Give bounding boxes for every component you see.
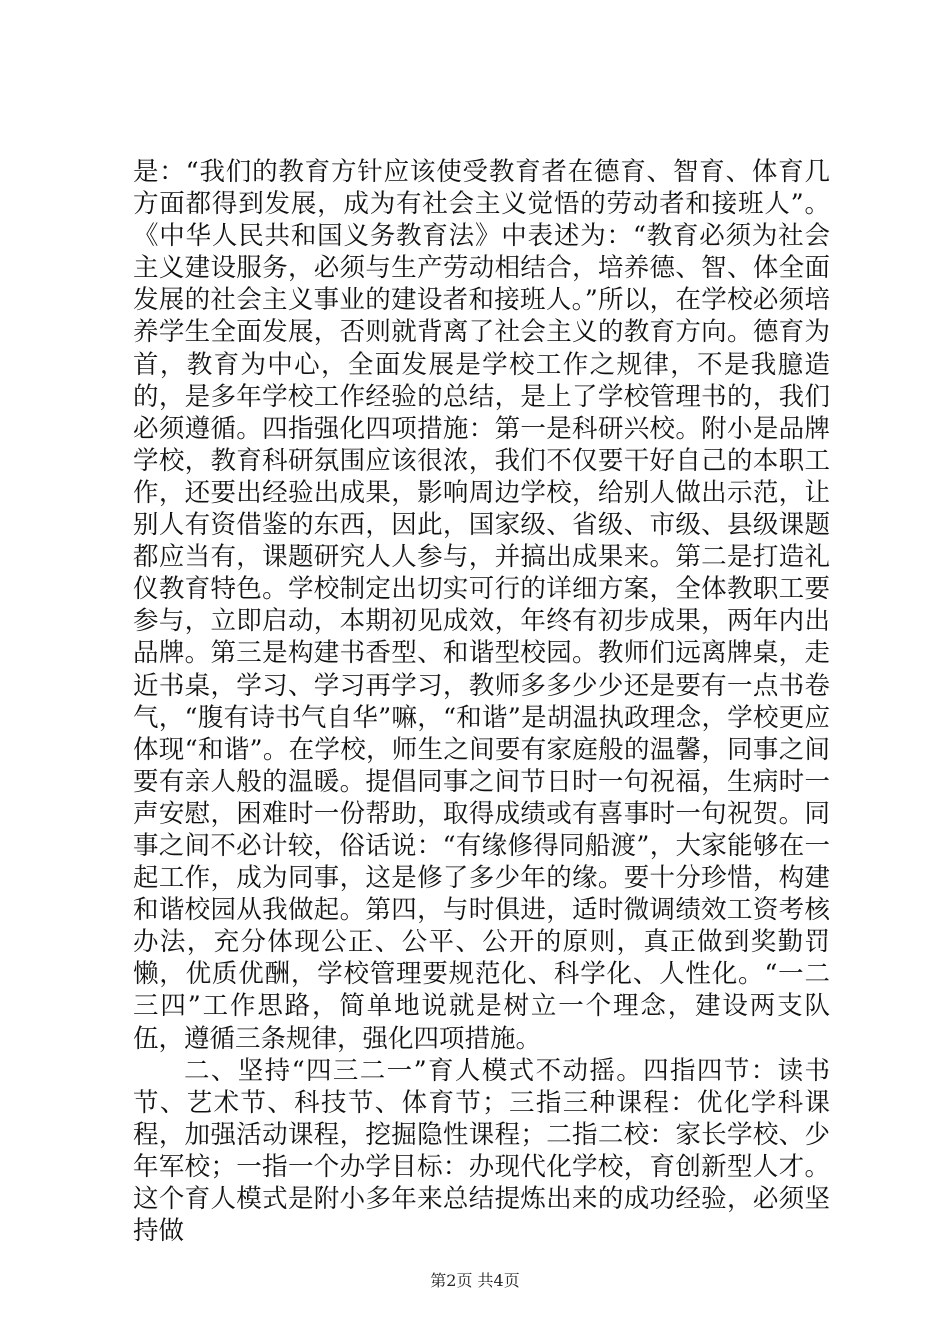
body-text xyxy=(133,156,830,1247)
paragraph-2: 二、坚持“四三二一”育人模式不动摇。四指四节：读书节、艺术节、科技节、体育节；三指三种课程：优化学科课程，加强活动课程，挖掘隐性课程；二指二校：家长学校、少年军校；一指一个办学目标：办现代化学校，育创新型人才。这个育人模式是附小多年来总结提炼出来的成功经验，必须坚持做 xyxy=(133,1055,830,1247)
page-footer: 第2页 共4页 xyxy=(430,1271,520,1290)
paragraph-1: 是：“我们的教育方针应该使受教育者在德育、智育、体育几方面都得到发展，成为有社会主义觉悟的劳动者和接班人”。《中华人民共和国义务教育法》中表述为：“教育必须为社会主义建设服务，必须与生产劳动相结合，培养德、智、体全面发展的社会主义事业的建设者和接班人。”所以，在学校必须培养学生全面发展，否则就背离了社会主义的教育方向。德育为首，教育为中心，全面发展是学校工作之规律，不是我臆造的，是多年学校工作经验的总结，是上了学校管理书的，我们必须遵循。四指强化四项措施：第一是科研兴校。附小是品牌学校，教育科研氛围应该很浓，我们不仅要干好自己的本职工作，还要出经验出成果，影响周边学校，给别人做出示范，让别人有资借鉴的东西，因此，国家级、省级、市级、县级课题都应当有，课题研究人人参与，并搞出成果来。第二是打造礼仪教育特色。学校制定出切实可行的详细方案，全体教职工要参与，立即启动，本期初见成效，年终有初步成果，两年内出品牌。第三是构建书香型、和谐型校园。教师们远离牌桌，走近书桌，学习、学习再学习，教师多多少少还是要有一点书卷气，“腹有诗书气自华”嘛，“和谐”是胡温执政理念，学校更应体现“和谐”。在学校，师生之间要有家庭般的温馨，同事之间要有亲人般的温暖。提倡同事之间节日时一句祝福，生病时一声安慰，困难时一份帮助，取得成绩或有喜事时一句祝贺。同事之间不必计较，俗话说：“有缘修得同船渡”，大家能够在一起工作，成为同事，这是修了多少年的缘。要十分珍惜，构建和谐校园从我做起。第四，与时俱进，适时微调绩效工资考核办法，充分体现公正、公平、公开的原则，真正做到奖勤罚懒，优质优酬，学校管理要规范化、科学化、人性化。“一二三四”工作思路，简单地说就是树立一个理念，建设两支队伍，遵循三条规律，强化四项措施。 xyxy=(133,157,830,1054)
